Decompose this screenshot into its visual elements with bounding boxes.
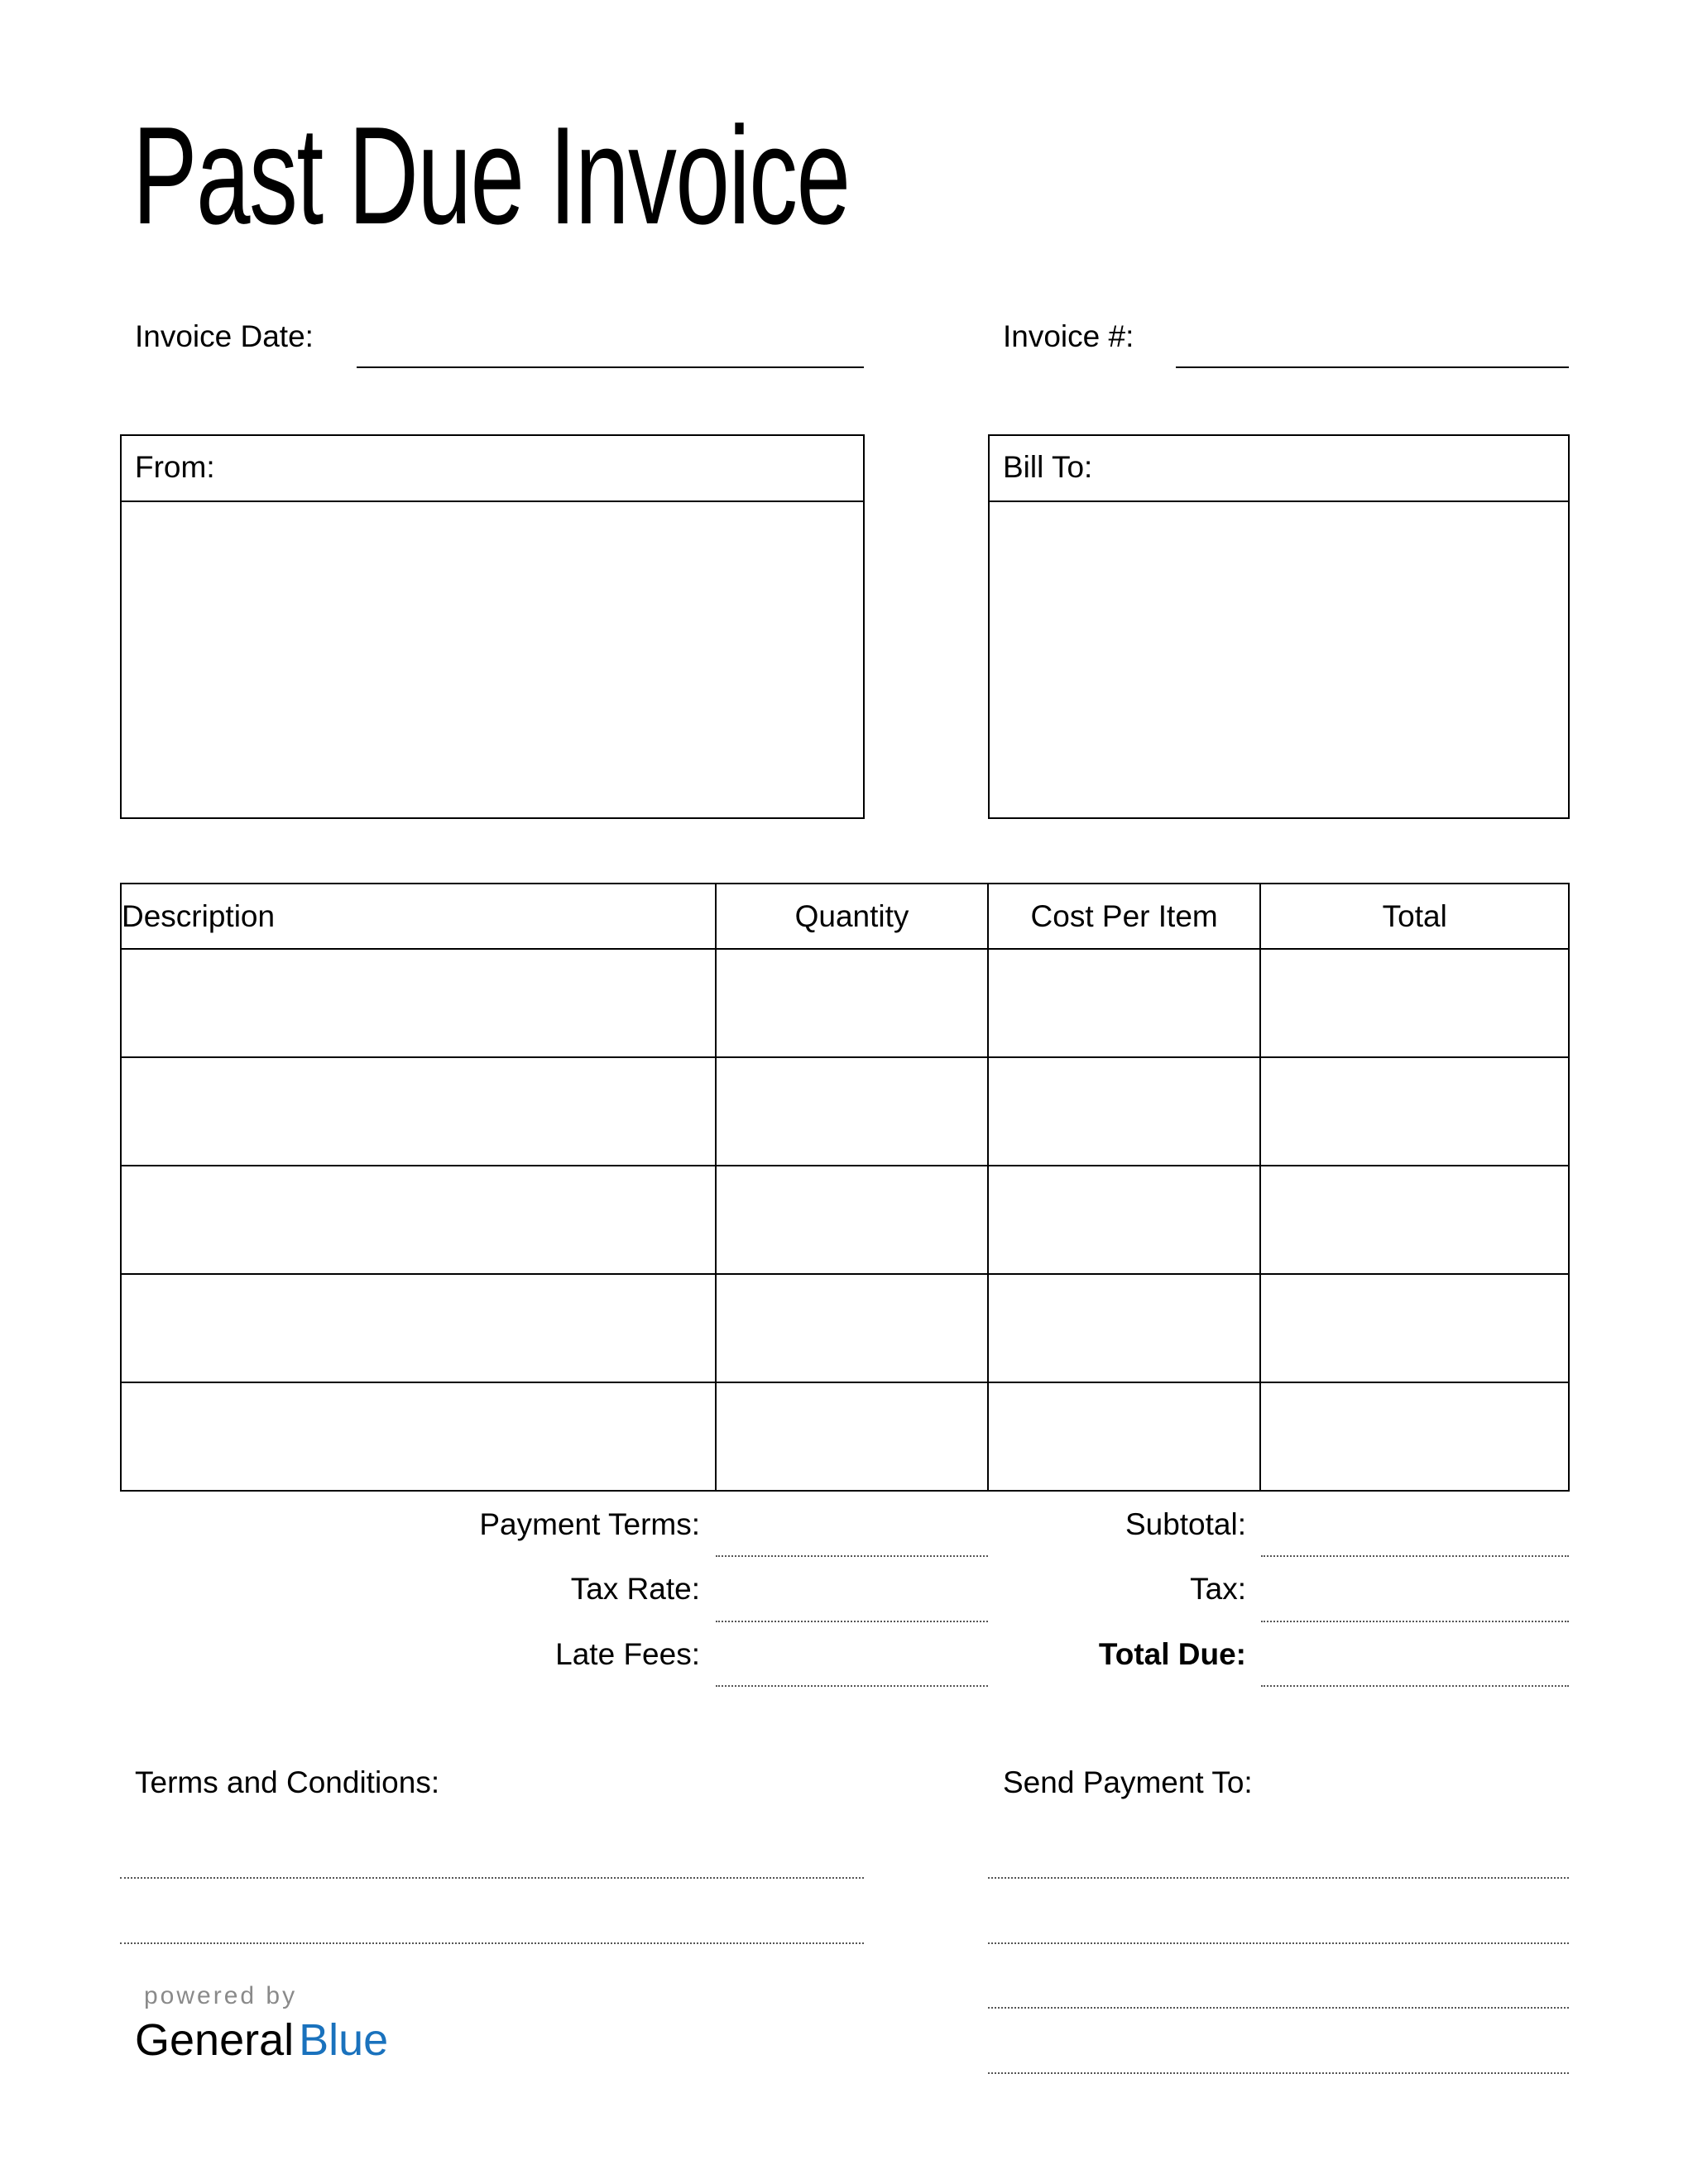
from-box-header — [122, 436, 863, 502]
cell-cost-per-item[interactable] — [988, 1057, 1261, 1166]
cell-quantity[interactable] — [716, 1274, 988, 1382]
subtotal-label: Subtotal: — [1125, 1507, 1246, 1541]
bill-to-box-header — [990, 436, 1568, 502]
generalblue-logo — [135, 2015, 388, 2065]
cell-cost-per-item[interactable] — [988, 1274, 1261, 1382]
bill-to-label: Bill To: — [1003, 450, 1093, 484]
invoice-number-label: Invoice #: — [1003, 319, 1134, 353]
send-payment-line-4[interactable] — [988, 2072, 1569, 2074]
cell-description[interactable] — [121, 1382, 716, 1491]
column-header-total: Total — [1260, 884, 1569, 949]
send-payment-label: Send Payment To: — [1003, 1765, 1253, 1799]
page-title: Past Due Invoice — [132, 98, 850, 253]
bill-to-address-input[interactable] — [1003, 512, 1555, 804]
terms-line-1[interactable] — [120, 1877, 864, 1879]
cell-cost-per-item[interactable] — [988, 1382, 1261, 1491]
cell-total[interactable] — [1260, 1057, 1569, 1166]
cell-description[interactable] — [121, 949, 716, 1057]
column-header-cost-per-item: Cost Per Item — [988, 884, 1261, 949]
invoice-number-field[interactable] — [1176, 331, 1569, 367]
invoice-number-underline — [1176, 366, 1569, 368]
cell-cost-per-item[interactable] — [988, 1166, 1261, 1274]
table-row — [121, 1057, 1569, 1166]
terms-label: Terms and Conditions: — [135, 1765, 440, 1799]
tax-rate-field[interactable] — [716, 1621, 988, 1622]
total-due-field[interactable] — [1261, 1685, 1569, 1687]
brand-name-blue: Blue — [299, 2015, 389, 2065]
cell-description[interactable] — [121, 1274, 716, 1382]
cell-quantity[interactable] — [716, 1382, 988, 1491]
cell-quantity[interactable] — [716, 949, 988, 1057]
cell-description[interactable] — [121, 1057, 716, 1166]
from-box — [120, 434, 865, 819]
table-row — [121, 1274, 1569, 1382]
table-row — [121, 949, 1569, 1057]
cell-total[interactable] — [1260, 1382, 1569, 1491]
column-header-description: Description — [121, 884, 716, 949]
send-payment-line-3[interactable] — [988, 2007, 1569, 2009]
table-header-row — [121, 884, 1569, 949]
table-row — [121, 1382, 1569, 1491]
payment-terms-field[interactable] — [716, 1555, 988, 1557]
tax-field[interactable] — [1261, 1621, 1569, 1622]
send-payment-line-1[interactable] — [988, 1877, 1569, 1879]
payment-terms-label: Payment Terms: — [479, 1507, 700, 1541]
invoice-date-field[interactable] — [357, 331, 864, 367]
cell-total[interactable] — [1260, 1274, 1569, 1382]
tax-label: Tax: — [1190, 1572, 1246, 1606]
invoice-date-label: Invoice Date: — [135, 319, 314, 353]
column-header-quantity: Quantity — [716, 884, 988, 949]
from-label: From: — [135, 450, 215, 484]
cell-total[interactable] — [1260, 949, 1569, 1057]
line-items-table — [120, 883, 1570, 1492]
send-payment-line-2[interactable] — [988, 1942, 1569, 1944]
subtotal-field[interactable] — [1261, 1555, 1569, 1557]
powered-by-text: powered by — [144, 1982, 298, 2009]
late-fees-field[interactable] — [716, 1685, 988, 1687]
tax-rate-label: Tax Rate: — [570, 1572, 700, 1606]
table-row — [121, 1166, 1569, 1274]
brand-name-general: General — [135, 2015, 295, 2065]
cell-description[interactable] — [121, 1166, 716, 1274]
invoice-date-underline — [357, 366, 864, 368]
terms-line-2[interactable] — [120, 1942, 864, 1944]
cell-quantity[interactable] — [716, 1166, 988, 1274]
total-due-label: Total Due: — [1098, 1637, 1246, 1671]
late-fees-label: Late Fees: — [555, 1637, 700, 1671]
cell-cost-per-item[interactable] — [988, 949, 1261, 1057]
from-address-input[interactable] — [135, 512, 850, 804]
cell-quantity[interactable] — [716, 1057, 988, 1166]
cell-total[interactable] — [1260, 1166, 1569, 1274]
bill-to-box — [988, 434, 1570, 819]
